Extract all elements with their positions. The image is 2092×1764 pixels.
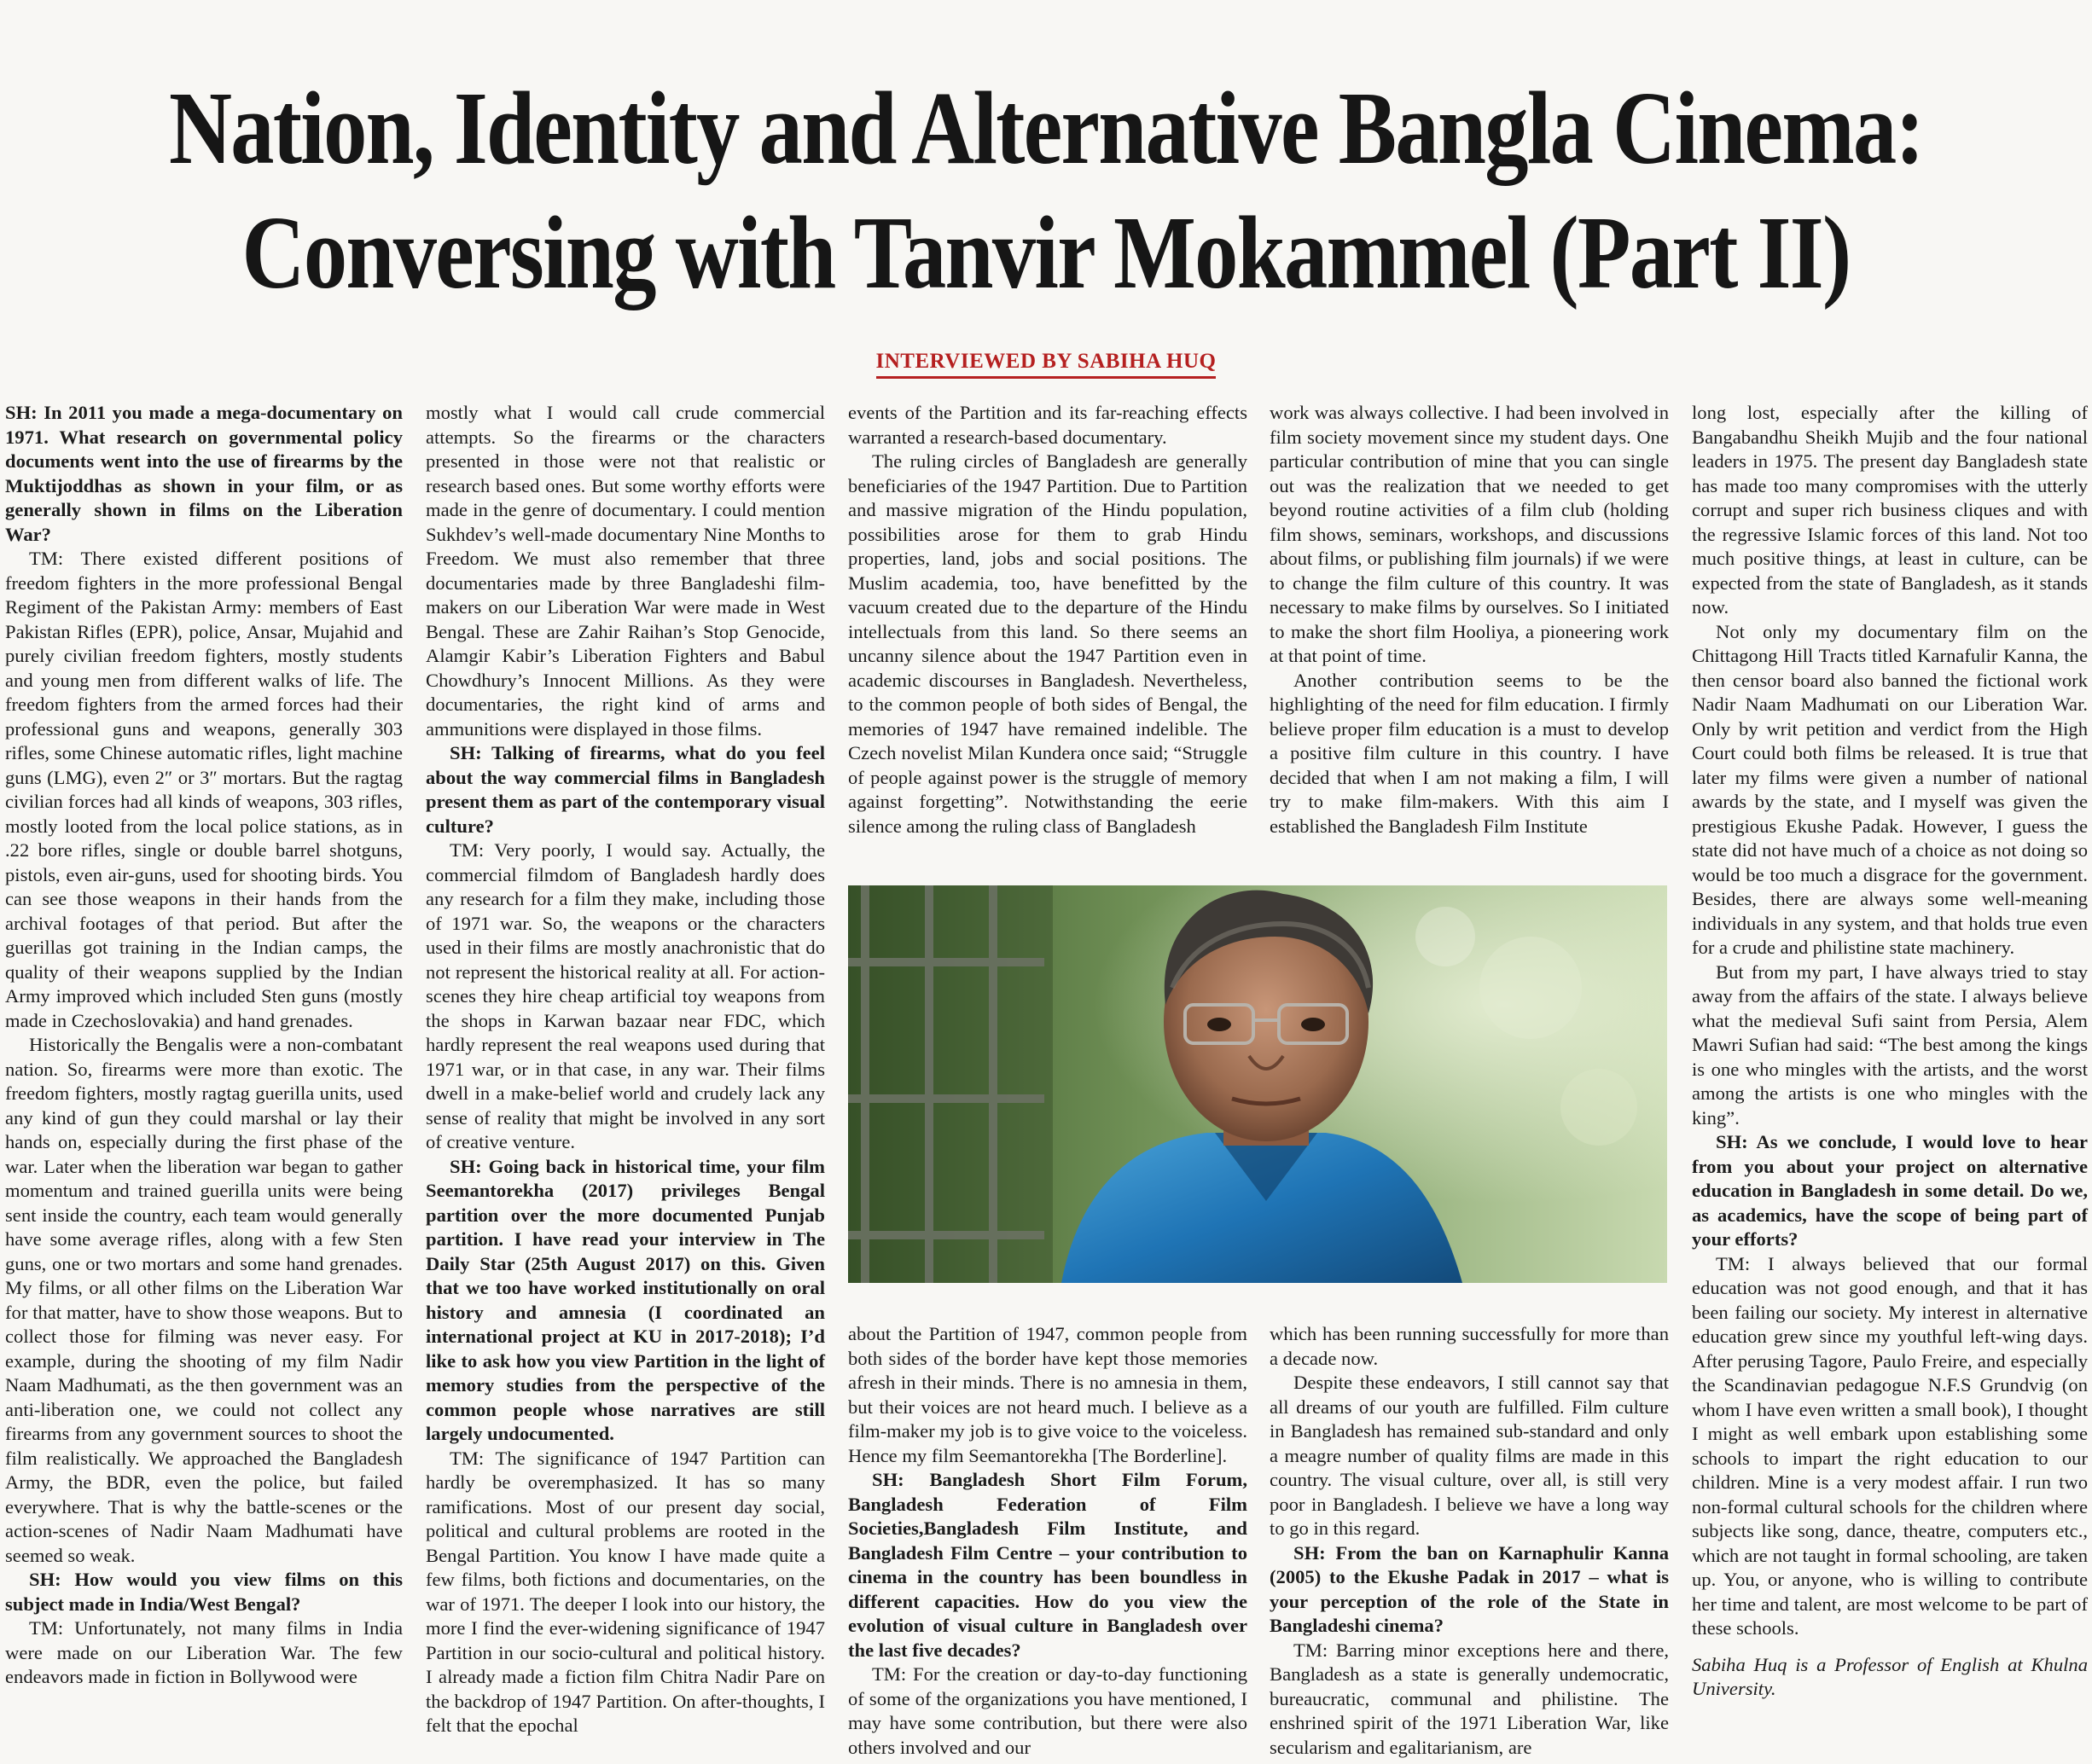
answer-3: TM: Very poorly, I would say. Actually, the commercial filmdom of Bangladesh hardly does any research for a film they make, including those of 1971 war. So, the weapons or the characters used in their films are mostly anachronistic that do not represent the historical reality at all. For action-scenes they hire cheap artificial toy weapons from the shops in Karwan bazaar near FDC, which hardly represent the real weapons used during that 1971 war, or in that case, in any war. Their films dwell in a make-belief world and crudely lack any sense of reality that might be involved in any sort of creative venture. <box>426 839 825 1152</box>
byline <box>0 350 2092 379</box>
question-6: SH: From the ban on Karnaphulir Kanna (2005) to the Ekushe Padak in 2017 – what is your perception of the role of the State in Bangladeshi cinema? <box>1270 1541 1669 1636</box>
answer-7: TM: I always believed that our formal education was not good enough, and that it has been failing our society. My interest in alternative education grew since my youthful left-wing days. After perusing Tagore, Paulo Freire, and especially the Scandinavian pedagogue N.F.S Grundvig (on whom I have even written a small book), I thought I might as well embark upon establishing some schools to impart the right education to our children. Mine is a very modest affair. I run two non-formal cultural schools for the children where subjects like song, dance, theatre, computers etc., which are not taught in formal schooling, are taken up. You, or anyone, who is willing to contribute her time and talent, are most welcome to be part of these schools. <box>1692 1252 2088 1639</box>
question-5: SH: Bangladesh Short Film Forum, Bangladesh Federation of Film Societies,Bangladesh Film Institute, and Bangladesh Film Centre – your contribution to cinema in the country has been boundless in different capacities. How do you view the evolution of visual culture in Bangladesh over the last five decades? <box>848 1469 1247 1661</box>
answer-4: TM: The significance of 1947 Partition can hardly be overemphasized. It has so many ramifications. Most of our present day social, political and cultural problems are rooted in the Bengal Partition. You know I have made quite a few films, both fictions and documentaries, on the war of 1971. The deeper I look into our history, the more I find the ever-widening significance of 1947 Partition in our socio-cultural and political history. I already made a fiction film Chitra Nadir Pare on the backdrop of 1947 Partition. On after-thoughts, I felt that the epochal <box>426 1447 825 1736</box>
column-2 <box>426 401 825 1738</box>
answer-1: TM: There existed different positions of freedom fighters in the more professional Bengal Regiment of the Pakistan Army: members of East Pakistan Rifles (EPR), police, Ansar, Mujahid and purely civilian freedom fighters, mostly students and young men from different walks of life. The freedom fighters from the armed forces had their professional guns and weapons, generally 303 rifles, some Chinese automatic rifles, light machine guns (LMG), even 2″ or 3″ mortars. But the ragtag civilian forces had all kinds of weapons, 303 rifles, mostly looted from the local police stations, as in .22 bore rifles, single or double barrel shotguns, pistols, even air-guns, used for shooting birds. You can see those weapons in their hands from the archival footages of that period. But after the guerillas got training in the Indian camps, the quality of their weapons supplied by the Indian Army improved which included Sten guns (mostly made in Czechoslovakia) and hand grenades. <box>5 548 403 1031</box>
answer-5: TM: For the creation or day-to-day functioning of some of the organizations you have mentioned, I may have some contribution, but there were also others involved and our <box>848 1663 1247 1758</box>
column-1 <box>5 401 403 1690</box>
column-4-top <box>1270 401 1669 838</box>
question-3: SH: Talking of firearms, what do you feel about the way commercial films in Bangladesh present them as part of the contemporary visual culture? <box>426 742 825 837</box>
column-4-bottom <box>1270 1322 1669 1760</box>
column-5 <box>1692 401 2088 1702</box>
answer-2: TM: Unfortunately, not many films in India were made on our Liberation War. The few endeavors made in fiction in Bollywood were <box>5 1617 403 1687</box>
answer-5-end: which has been running successfully for more than a decade now. <box>1270 1323 1669 1369</box>
column-3-bottom <box>848 1322 1247 1760</box>
portrait-illustration <box>848 885 1667 1283</box>
answer-6-paragraph-2: Not only my documentary film on the Chittagong Hill Tracts titled Karnafulir Kanna, the then censor board also banned the fictional work Nadir Naam Madhumati on our Liberation War. Only by writ petition and verdict from the High Court could both films be released. It is true that later my films were given a number of national awards by the state, and I myself was given the prestigious Ekushe Padak. However, I guess the state did not have much of a choice as not doing so would be too much a disgrace for the government. Besides, there are always some well-meaning individuals in any system, and that holds true even for a crude and philistine state machinery. <box>1692 620 2088 958</box>
answer-1-continued: Historically the Bengalis were a non-combatant nation. So, firearms were more than exotic. The freedom fighters, mostly ragtag guerilla units, used any kind of gun they could marshal or lay their hands on, especially during the first phase of the war. Later when the liberation war began to gather momentum and trained guerilla units were being sent inside the country, each team would generally have some average rifles, along with a few Sten guns, one or two mortars and some hand grenades. My films, or all other films on the Liberation War for that matter, have to show those weapons. But to collect those for filming was never easy. For example, during the shooting of my film Nadir Naam Madhumati, as the then government was an anti-liberation one, we could not collect any firearms from any government sources to shoot the film realistically. We approached the Bangladesh Army, the BDR, even the police, but failed everywhere. That is why the battle-scenes or the action-scenes of Nadir Naam Madhumati have seemed so weak. <box>5 1034 403 1566</box>
answer-5-despite: Despite these endeavors, I still cannot say that all dreams of our youth are fulfilled. Film culture in Bangladesh has remained sub-standard and only a meagre number of quality films are made in this country. The visual culture, over all, is still very poor in Bangladesh. I believe we have a long way to go in this regard. <box>1270 1372 1669 1539</box>
portrait-photo <box>848 885 1667 1283</box>
answer-4-end: about the Partition of 1947, common people from both sides of the border have kept those memories afresh in their minds. There is no amnesia in them, but their voices are not heard much. I believe as a film-maker my job is to give voice to the voiceless. Hence my film Seemantorekha [The Borderline]. <box>848 1323 1247 1466</box>
answer-4-continued: events of the Partition and its far-reaching effects warranted a research-based documentary. <box>848 402 1247 448</box>
byline-text: INTERVIEWED BY SABIHA HUQ <box>876 350 1217 379</box>
answer-5-continued: work was always collective. I had been involved in film society movement since my student days. One particular contribution of mine that you can single out was the realization that we needed to get beyond routine activities of a film club (holding film shows, seminars, workshops, and discussions about films, or publishing film journals) if we were to change the film culture of this country. It was necessary to make films by ourselves. So I initiated to make the short film Hooliya, a pioneering work at that point of time. <box>1270 402 1669 666</box>
answer-6: TM: Barring minor exceptions here and there, Bangladesh as a state is generally undemocratic, bureaucratic, communal and philistine. The enshrined spirit of the 1971 Liberation War, like secularism and egalitarianism, are <box>1270 1639 1669 1758</box>
question-7: SH: As we conclude, I would love to hear from you about your project on alternative education in Bangladesh in some detail. Do we, as academics, have the scope of being part of your efforts? <box>1692 1131 2088 1250</box>
answer-5-paragraph: Another contribution seems to be the highlighting of the need for film education. I firmly believe proper film education is a must to develop a positive film culture in this country. I have decided that when I am not making a film, I will try to make film-makers. With this aim I established the Bangladesh Film Institute <box>1270 669 1669 837</box>
answer-6-paragraph-3: But from my part, I have always tried to stay away from the affairs of the state. I always believe what the medieval Sufi saint from Persia, Alem Mawri Sufian had said: “The best among the kings is one who mingles with the artists, and the worst among the artists is one who mingles with the king”. <box>1692 960 2088 1129</box>
answer-2-continued: mostly what I would call crude commercial attempts. So the firearms or the characters presented in those were not that realistic or research based ones. But some worthy efforts were made in the genre of documentary. I could mention Sukhdev’s well-made documentary Nine Months to Freedom. We must also remember that three documentaries made by three Bangladeshi film-makers on our Liberation War were made in West Bengal. These are Zahir Raihan’s Stop Genocide, Alamgir Kabir’s Liberation Fighters and Babul Chowdhury’s Innocent Millions. As they were documentaries, the right kind of arms and ammunitions were displayed in those films. <box>426 402 825 740</box>
headline-line-2: Conversing with Tanvir Mokammel (Part II) <box>241 195 1851 310</box>
headline-line-1: Nation, Identity and Alternative Bangla Cinema: <box>168 71 1924 186</box>
column-3-top <box>848 401 1247 838</box>
question-1: SH: In 2011 you made a mega-documentary on 1971. What research on governmental policy documents went into the use of firearms by the Muktijoddhas as shown in your film, or as generally shown in films on the Liberation War? <box>5 402 403 545</box>
author-note: Sabiha Huq is a Professor of English at Khulna University. <box>1692 1653 2088 1699</box>
question-2: SH: How would you view films on this subject made in India/West Bengal? <box>5 1569 403 1615</box>
answer-6-continued: long lost, especially after the killing of Bangabandhu Sheikh Mujib and the four national leaders in 1975. The present day Bangladesh state has made too many compromises with the utterly corrupt and super rich business cliques and with the regressive Islamic forces of this land. Not too much positive things, at least in culture, can be expected from the state of Bangladesh, as it stands now. <box>1692 402 2088 618</box>
question-4: SH: Going back in historical time, your film Seemantorekha (2017) privileges Bengal partition over the more documented Punjab partition. I have read your interview in The Daily Star (25th August 2017) on this. Given that we too have worked institutionally on oral history and amnesia (I coordinated an international project at KU in 2017-2018); I’d like to ask how you view Partition in the light of memory studies from the perspective of the common people whose narratives are still largely undocumented. <box>426 1155 825 1444</box>
answer-4-paragraph: The ruling circles of Bangladesh are generally beneficiaries of the 1947 Partition. Due to Partition and massive migration of the Hindu population, possibilities arose for them to grab Hindu properties, land, jobs and social positions. The Muslim academia, too, have benefitted by the vacuum created due to the departure of the Hindu intellectuals from this land. So there seems an uncanny silence about the 1947 Partition even in academic discourses in Bangladesh. Nevertheless, to the common people of both sides of Bengal, the memories of 1947 have remained indelible. The Czech novelist Milan Kundera once said; “Struggle of people against power is the struggle of memory against forgetting”. Notwithstanding the eerie silence among the ruling class of Bangladesh <box>848 450 1247 837</box>
